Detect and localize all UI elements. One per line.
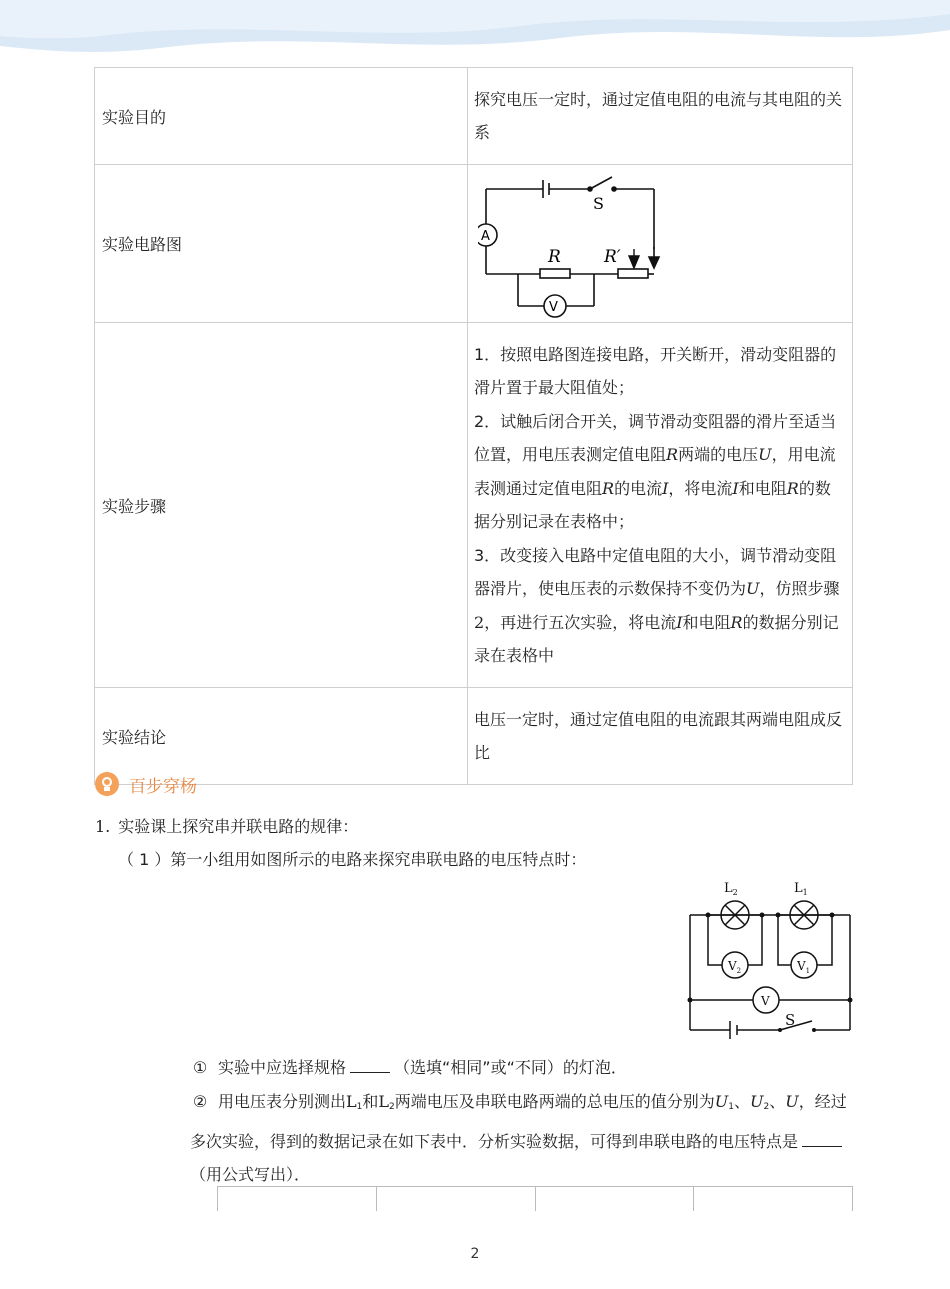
table-row-circuit — [95, 165, 853, 323]
content-conclusion: 电压一定时，通过定值电阻的电流跟其两端电阻成反比 — [468, 688, 853, 785]
sub-question-2: ② 用电压表分别测出L1和L2两端电压及串联电路两端的总电压的值分别为U1、U2、U，经过多次实验，得到的数据记录在如下表中．分析实验数据，可得到串联电路的电压特点是（用公式写出）． — [190, 1092, 847, 1184]
table-row-steps — [95, 323, 853, 688]
content-circuit — [468, 165, 853, 323]
answer-blank-2[interactable] — [802, 1132, 842, 1147]
table-row-conclusion — [95, 688, 853, 785]
data-table-top — [217, 1186, 853, 1211]
content-steps — [468, 323, 853, 688]
header-wave-decoration — [0, 0, 950, 70]
svg-text:S: S — [785, 1011, 796, 1029]
section-header — [95, 770, 197, 798]
answer-blank-1[interactable] — [350, 1058, 390, 1073]
ammeter-label: A — [481, 228, 490, 244]
question-part-1: （ 1 ）第一小组用如图所示的电路来探究串联电路的电压特点时： — [118, 850, 587, 869]
content-aim: 探究电压一定时，通过定值电阻的电流与其电阻的关系 — [468, 68, 853, 165]
step-3: 3．改变接入电路中定值电阻的大小，调节滑动变阻器滑片，使电压表的示数保持不变仍为U，仿照步骤2，再进行五次实验，将电流I和电阻R的数据分别记录在表格中 — [474, 545, 840, 665]
svg-text:L2: $L_2$ — [724, 881, 738, 897]
step-1: 1．按照电路图连接电路，开关断开，滑动变阻器的滑片置于最大阻值处； — [474, 344, 837, 397]
sub-question-1: ① 实验中应选择规格 （选填“相同”或“不同）的灯泡． — [192, 1058, 627, 1077]
section-title: 百步穿杨 — [129, 776, 197, 797]
svg-text:V: V — [761, 994, 770, 1008]
circuit-diagram — [478, 169, 678, 319]
label-steps: 实验步骤 — [95, 323, 468, 688]
experiment-table — [94, 67, 853, 785]
svg-text:V1: $V_1$ — [797, 959, 811, 975]
resistor-label: R — [548, 246, 561, 267]
step-2: 2．试触后闭合开关，调节滑动变阻器的滑片至适当位置，用电压表测定值电阻R两端的电压U，用电流表测通过定值电阻R的电流I，将电流I和电阻R的数据分别记录在表格中； — [474, 411, 837, 531]
table-row-aim — [95, 68, 853, 165]
rheostat-label: R′ — [604, 246, 621, 267]
label-conclusion: 实验结论 — [95, 688, 468, 785]
voltmeter-label: V — [549, 299, 558, 315]
page-number: 2 — [470, 1246, 480, 1262]
series-circuit-figure — [680, 875, 860, 1055]
lightbulb-icon — [95, 772, 119, 796]
svg-text:V2: $V_2$ — [728, 959, 742, 975]
question-stem: 1. 实验课上探究串并联电路的规律： — [95, 817, 359, 836]
label-aim: 实验目的 — [95, 68, 468, 165]
switch-label: S — [593, 193, 604, 213]
svg-text:L1: $L_1$ — [794, 881, 808, 897]
label-circuit: 实验电路图 — [95, 165, 468, 323]
